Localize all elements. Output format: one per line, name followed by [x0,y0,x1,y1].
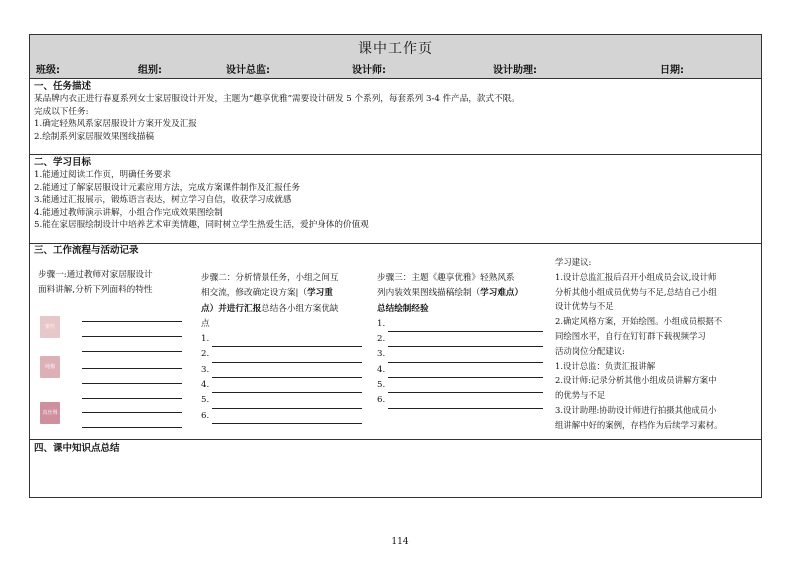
task-subheading: 完成以下任务: [34,106,89,117]
task-heading: 一、任务描述 [34,81,92,92]
answer-row: 6. [377,393,552,408]
fabric-swatch-cotton [40,356,60,378]
fabric-swatch-silk [40,402,60,424]
step3-line: 步骤三：主题《趣享优雅》轻熟风系 [377,273,515,283]
step3-line: 总结绘制经验 [377,303,429,314]
task-item: 1.确定轻熟风系家居服设计方案开发及汇报 [34,119,197,130]
step1-line: 步骤一:通过教师对家居服设计 [38,270,153,280]
date-label: 日期: [660,65,684,76]
answer-line [82,321,182,322]
step1-text [38,268,198,298]
step2-line: 点）并进行汇报总结各小组方案优缺 [201,303,339,314]
info-bar [30,64,761,79]
learning-advice: 学习建议: 1.设计总监汇报后召开小组成员会议,设计师 分析其他小组成员优势与不足,总结自己小组 设计优势与不足 2.确定风格方案，开始绘图。小组成员根据不 同绘图水平，自行在钉钉群下载视频学习 活动岗位分配建议: 1.设计总监：负责汇报讲解 2.设计师:记录分析其他小组成员讲解方案中 的优势与不足 3.设计助理:协助设计师进行拍摄其他成员小 组讲解中好的案例，存档作为后续学习素材。 [555,257,723,430]
task-section [30,79,761,155]
workflow-heading: 三、工作流程与活动记录 [34,245,139,256]
worksheet [29,34,762,498]
answer-line [82,383,182,384]
group-label: 组别: [138,65,162,76]
step2-line: 点 [201,318,210,329]
answer-row: 3. [201,363,371,378]
step3-text [377,271,552,409]
fabric-swatch-lace [40,316,60,338]
answer-line [82,398,182,399]
goal-item: 2.能通过了解家居服设计元素应用方法，完成方案课件制作及汇报任务 [34,182,301,193]
step2-line: 步骤二：分析情景任务，小组之间互 [201,273,339,283]
answer-row: 5. [377,378,552,393]
answer-row: 6. [201,409,371,424]
answer-row: 2. [201,347,371,362]
task-description: 某品牌内衣正进行春夏系列女士家居服设计开发，主题为“趣享优雅”需要设计研发 5 个系列，每套系列 3-4 件产品，款式不限。 [34,94,520,104]
answer-line [82,427,182,428]
answer-row: 2. [377,332,552,347]
step1-line: 面料讲解,分析下列面料的特性 [38,285,153,295]
director-label: 设计总监: [226,65,270,76]
answer-line [82,351,182,352]
page-title: 课中工作页 [30,35,761,65]
answer-row: 1. [377,317,552,332]
answer-row: 4. [201,378,371,393]
goal-item: 1.能通过阅读工作页，明确任务要求 [34,170,172,180]
workflow-section [30,244,761,440]
goals-section [30,155,761,244]
step3-line: 列内装效果图线描稿绘制（学习难点） [377,288,524,299]
answer-row: 1. [201,332,371,347]
answer-row: 3. [377,347,552,362]
answer-line [82,336,182,337]
answer-line [82,412,182,413]
goal-item: 3.能通过汇报展示，锻炼语言表达，树立学习自信，收获学习成就感 [34,195,292,206]
page-number: 114 [391,537,409,547]
summary-section [30,440,761,498]
goal-item: 4.能通过教师演示讲解，小组合作完成效果图绘制 [34,207,223,218]
goals-heading: 二、学习目标 [34,157,92,168]
answer-line [82,368,182,369]
answer-row: 4. [377,363,552,378]
task-item: 2.绘制系列家居服效果图线描稿 [34,131,154,142]
goal-item: 5.能在家居服绘制设计中培养艺术审美情趣，同时树立学生热爱生活，爱护身体的价值观 [34,220,369,231]
fabric-label: 真丝绸 [42,410,58,416]
fabric-label: 蕾丝 [44,324,55,330]
class-label: 班级: [36,65,60,76]
assistant-label: 设计助理: [493,65,537,76]
step2-text [201,271,371,424]
designer-label: 设计师: [352,65,386,76]
step2-line: 相交流，修改确定设方案|（学习重 [201,288,333,299]
fabric-label: 纯棉 [44,364,55,370]
summary-heading: 四、课中知识点总结 [34,443,120,454]
answer-row: 5. [201,393,371,408]
